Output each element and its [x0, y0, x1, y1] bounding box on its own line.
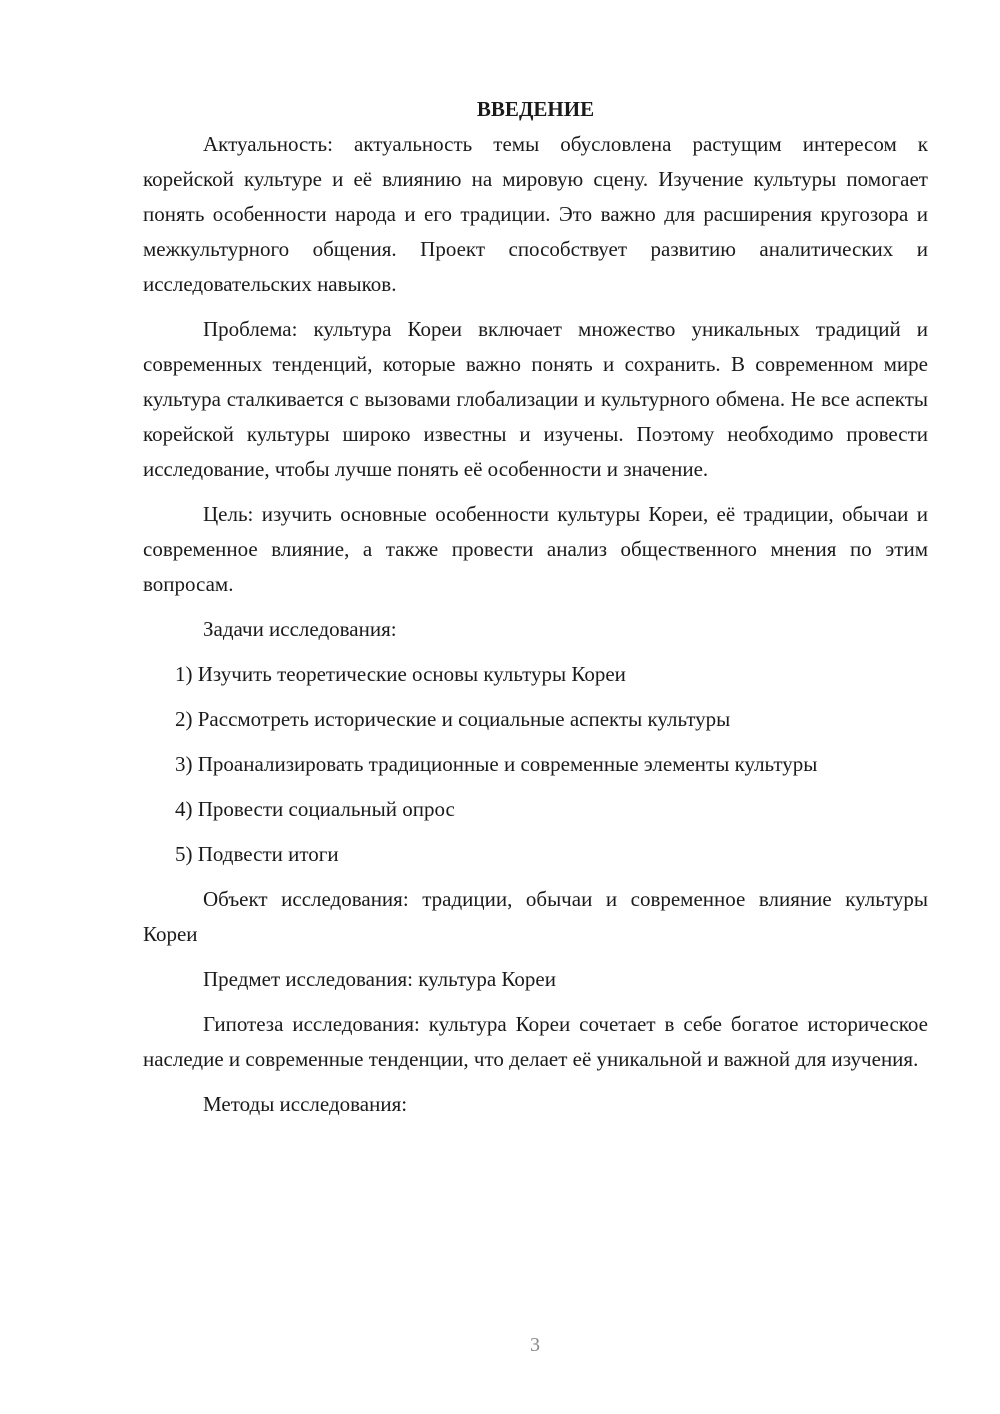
task-item-4: 4) Провести социальный опрос	[175, 797, 455, 821]
task-item-1: 1) Изучить теоретические основы культуры Кореи	[175, 662, 626, 686]
problem-paragraph: Проблема: культура Кореи включает множество уникальных традиций и современных тенденций, которые важно понять и сохранить. В современном мире культура сталкивается с вызовами глобализации и культурного обмена. Не все аспекты корейской культуры широко известны и изучены. Поэтому необходимо провести исследование, чтобы лучше понять её особенности и значение.	[143, 317, 928, 481]
task-item-5: 5) Подвести итоги	[175, 842, 339, 866]
task-item-3: 3) Проанализировать традиционные и современные элементы культуры	[175, 752, 818, 776]
relevance-paragraph: Актуальность: актуальность темы обусловлена растущим интересом к корейской культуре и её влиянию на мировую сцену. Изучение культуры помогает понять особенности народа и его традиции. Это важно для расширения кругозора и межкультурного общения. Проект способствует развитию аналитических и исследовательских навыков.	[143, 132, 928, 296]
tasks-heading: Задачи исследования:	[203, 617, 397, 641]
page-number: 3	[530, 1334, 540, 1356]
goal-paragraph: Цель: изучить основные особенности культуры Кореи, её традиции, обычаи и современное влияние, а также провести анализ общественного мнения по этим вопросам.	[143, 502, 928, 596]
subject-paragraph: Предмет исследования: культура Кореи	[203, 967, 556, 991]
task-item-2: 2) Рассмотреть исторические и социальные аспекты культуры	[175, 707, 731, 731]
methods-heading: Методы исследования:	[203, 1092, 408, 1116]
hypothesis-paragraph: Гипотеза исследования: культура Кореи сочетает в себе богатое историческое наследие и современные тенденции, что делает её уникальной и важной для изучения.	[143, 1012, 928, 1071]
document-page	[143, 92, 928, 1122]
object-paragraph: Объект исследования: традиции, обычаи и современное влияние культуры Кореи	[143, 887, 928, 946]
page-title: ВВЕДЕНИЕ	[476, 97, 595, 121]
